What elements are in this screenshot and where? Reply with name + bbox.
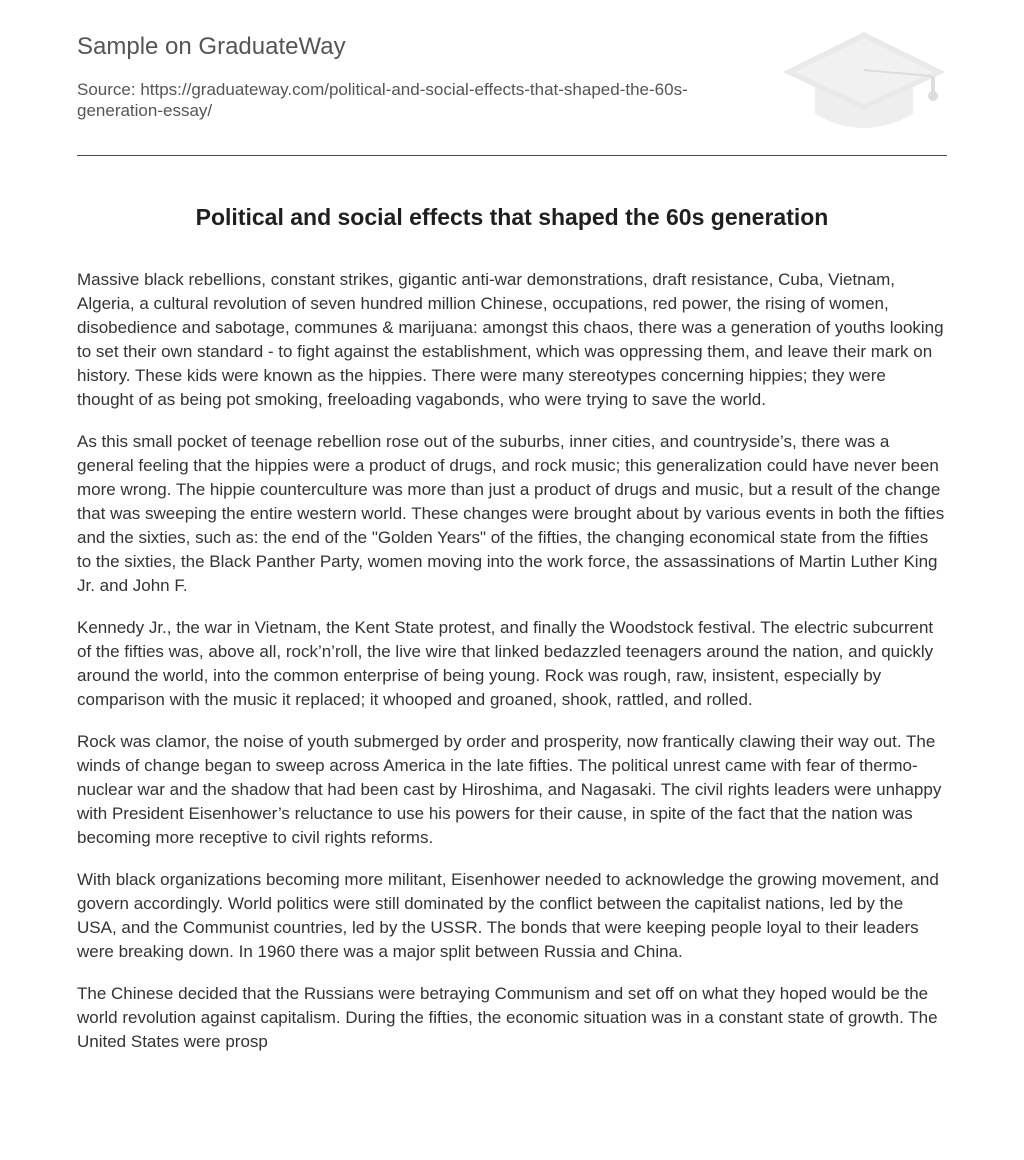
paragraph: Rock was clamor, the noise of youth submerged by order and prosperity, now frantically clawing their way out. The winds of change began to sweep across America in the late fifties. The political unrest came with fear of thermo-nuclear war and the shadow that had been cast by Hiroshima, and Nagasaki. The civil rights leaders were unhappy with President Eisenhower’s reluctance to use his powers for their cause, in spite of the fact that the nation was becoming more receptive to civil rights reforms.: [77, 732, 942, 847]
paragraph: The Chinese decided that the Russians were betraying Communism and set off on what they hoped would be the world revolution against capitalism. During the fifties, the economic situation was in a constant state of growth. The United States were prosp: [77, 984, 938, 1051]
document-page: [77, 0, 947, 1051]
brand-title: Sample on GraduateWay: [77, 33, 346, 60]
paragraph: With black organizations becoming more militant, Eisenhower needed to acknowledge the growing movement, and govern accordingly. World politics were still dominated by the conflict between the capitalist nations, led by the USA, and the Communist countries, led by the USSR. The bonds that were keeping people loyal to their leaders were breaking down. In 1960 there was a major split between Russia and China.: [77, 870, 939, 961]
header: [77, 0, 947, 156]
source-link[interactable]: https://graduateway.com/political-and-social-effects-that-shaped-the-60s-generation-essay/: [77, 80, 688, 120]
source-line: [77, 79, 757, 121]
paragraph: As this small pocket of teenage rebellion rose out of the suburbs, inner cities, and countryside’s, there was a general feeling that the hippies were a product of drugs, and rock music; this generalization could have never been more wrong. The hippie counterculture was more than just a product of drugs and music, but a result of the change that was sweeping the entire western world. These changes were brought about by various events in both the fifties and the sixties, such as: the end of the "Golden Years" of the fifties, the changing economical state from the fifties to the sixties, the Black Panther Party, women moving into the work force, the assassinations of Martin Luther King Jr. and John F.: [77, 432, 945, 595]
essay-title: Political and social effects that shaped the 60s generation: [195, 204, 829, 230]
essay-body: [77, 268, 947, 1072]
graduation-cap-icon: [781, 30, 947, 134]
paragraph: Massive black rebellions, constant strikes, gigantic anti-war demonstrations, draft resistance, Cuba, Vietnam, Algeria, a cultural revolution of seven hundred million Chinese, occupations, red power, the rising of women, disobedience and sabotage, communes & marijuana: amongst this chaos, there was a generation of youths looking to set their own standard - to fight against the establishment, which was oppressing them, and leave their mark on history. These kids were known as the hippies. There were many stereotypes concerning hippies; they were thought of as being pot smoking, freeloading vagabonds, who were trying to save the world.: [77, 270, 944, 409]
source-label: Source:: [77, 80, 141, 99]
paragraph: Kennedy Jr., the war in Vietnam, the Kent State protest, and finally the Woodstock festival. The electric subcurrent of the fifties was, above all, rock’n’roll, the live wire that linked bedazzled teenagers around the nation, and quickly around the world, into the common enterprise of being young. Rock was rough, raw, insistent, especially by comparison with the music it replaced; it whooped and groaned, shook, rattled, and rolled.: [77, 618, 934, 709]
